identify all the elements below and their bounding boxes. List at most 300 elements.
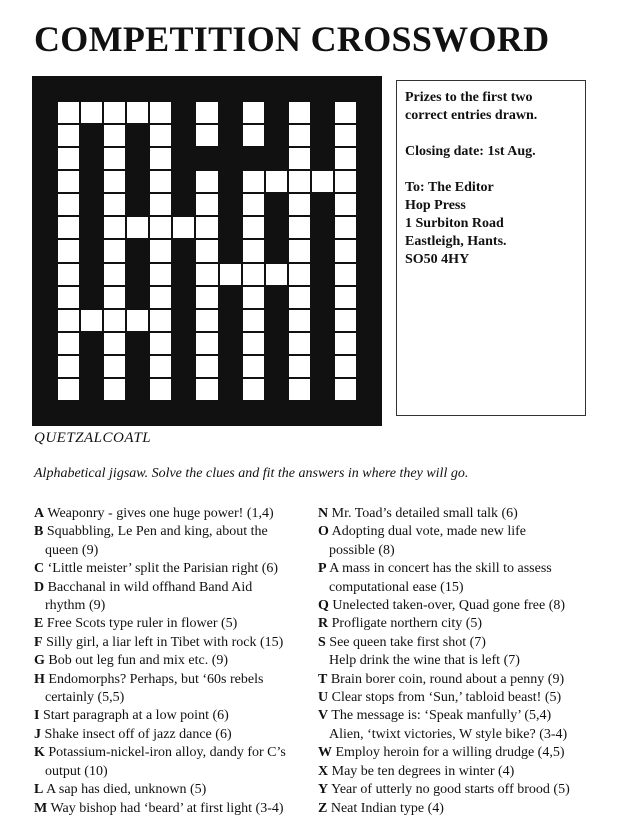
- clue-r: [318, 615, 618, 633]
- black-square: [358, 310, 379, 331]
- clue-g: [34, 652, 314, 670]
- black-square: [358, 217, 379, 238]
- clue-v: [318, 707, 618, 744]
- white-square[interactable]: [243, 310, 264, 331]
- clue-text: computational ease (15): [329, 579, 464, 595]
- clue-letter: H: [34, 671, 45, 687]
- clue-letter: W: [318, 745, 332, 761]
- white-square[interactable]: [58, 310, 79, 331]
- white-square[interactable]: [335, 125, 356, 146]
- black-square: [81, 217, 102, 238]
- clue-letter: P: [318, 561, 327, 577]
- black-square: [220, 102, 241, 123]
- clue-letter: L: [34, 782, 44, 798]
- black-square: [127, 171, 148, 192]
- black-square: [220, 171, 241, 192]
- white-square[interactable]: [196, 102, 217, 123]
- clues-column-right: [318, 505, 618, 818]
- clue-letter: V: [318, 708, 329, 724]
- clue-q: [318, 597, 618, 615]
- white-square[interactable]: [289, 125, 310, 146]
- clue-letter: X: [318, 763, 329, 779]
- white-square[interactable]: [58, 379, 79, 400]
- black-square: [127, 264, 148, 285]
- clue-text: Year of utterly no good starts off brood (5): [331, 782, 570, 798]
- clue-letter: B: [34, 524, 44, 540]
- black-square: [358, 356, 379, 377]
- white-square[interactable]: [104, 171, 125, 192]
- black-square: [289, 79, 310, 100]
- black-square: [266, 287, 287, 308]
- white-square[interactable]: [104, 264, 125, 285]
- white-square[interactable]: [335, 148, 356, 169]
- black-square: [81, 264, 102, 285]
- clue-letter: S: [318, 634, 326, 650]
- black-square: [312, 379, 333, 400]
- black-square: [335, 79, 356, 100]
- clues-column-left: [34, 505, 314, 818]
- white-square[interactable]: [335, 102, 356, 123]
- white-square[interactable]: [266, 264, 287, 285]
- white-square[interactable]: [104, 333, 125, 354]
- black-square: [220, 287, 241, 308]
- white-square[interactable]: [150, 125, 171, 146]
- clue-text: Unelected taken-over, Quad gone free (8): [332, 598, 566, 614]
- black-square: [127, 148, 148, 169]
- black-square: [35, 356, 56, 377]
- clue-letter: A: [34, 506, 45, 521]
- white-square[interactable]: [104, 310, 125, 331]
- black-square: [266, 194, 287, 215]
- clue-letter: K: [34, 745, 45, 761]
- black-square: [81, 125, 102, 146]
- clue-n: [318, 505, 618, 523]
- clue-o: [318, 523, 618, 560]
- black-square: [127, 333, 148, 354]
- white-square[interactable]: [196, 171, 217, 192]
- black-square: [173, 194, 194, 215]
- white-square[interactable]: [335, 264, 356, 285]
- clue-text: ‘Little meister’ split the Parisian right (6): [47, 561, 279, 577]
- black-square: [220, 240, 241, 261]
- white-square[interactable]: [220, 264, 241, 285]
- black-square: [312, 264, 333, 285]
- black-square: [35, 287, 56, 308]
- white-square[interactable]: [104, 148, 125, 169]
- white-square[interactable]: [58, 240, 79, 261]
- black-square: [312, 356, 333, 377]
- clue-letter: N: [318, 506, 329, 521]
- black-square: [104, 79, 125, 100]
- white-square[interactable]: [289, 379, 310, 400]
- white-square[interactable]: [196, 333, 217, 354]
- black-square: [243, 79, 264, 100]
- clue-u: [318, 689, 618, 707]
- clue-f: [34, 634, 314, 652]
- white-square[interactable]: [335, 240, 356, 261]
- black-square: [220, 310, 241, 331]
- black-square: [81, 194, 102, 215]
- white-square[interactable]: [243, 264, 264, 285]
- clue-text: Bacchanal in wild offhand Band Aid: [47, 579, 253, 595]
- white-square[interactable]: [104, 102, 125, 123]
- clue-letter: R: [318, 616, 329, 632]
- black-square: [81, 240, 102, 261]
- black-square: [266, 240, 287, 261]
- black-square: [358, 240, 379, 261]
- black-square: [312, 102, 333, 123]
- setter-name: QUETZALCOATL: [34, 430, 152, 446]
- clue-text: May be ten degrees in winter (4): [331, 763, 515, 779]
- white-square[interactable]: [58, 125, 79, 146]
- black-square: [58, 79, 79, 100]
- black-square: [312, 125, 333, 146]
- black-square: [358, 171, 379, 192]
- black-square: [81, 148, 102, 169]
- white-square[interactable]: [289, 148, 310, 169]
- black-square: [173, 102, 194, 123]
- clue-p: [318, 560, 618, 597]
- black-square: [58, 402, 79, 423]
- white-square[interactable]: [289, 102, 310, 123]
- white-square[interactable]: [58, 217, 79, 238]
- black-square: [173, 125, 194, 146]
- black-square: [312, 194, 333, 215]
- white-square[interactable]: [196, 287, 217, 308]
- white-square[interactable]: [335, 217, 356, 238]
- white-square[interactable]: [289, 194, 310, 215]
- clue-h: [34, 671, 314, 708]
- white-square[interactable]: [81, 102, 102, 123]
- black-square: [127, 287, 148, 308]
- black-square: [150, 402, 171, 423]
- black-square: [266, 148, 287, 169]
- black-square: [35, 379, 56, 400]
- info-box: [396, 80, 586, 416]
- white-square[interactable]: [335, 379, 356, 400]
- black-square: [173, 310, 194, 331]
- black-square: [81, 402, 102, 423]
- black-square: [220, 148, 241, 169]
- black-square: [312, 240, 333, 261]
- black-square: [220, 125, 241, 146]
- address-line: To: The Editor: [405, 180, 494, 195]
- black-square: [35, 171, 56, 192]
- clue-w: [318, 744, 618, 762]
- white-square[interactable]: [196, 310, 217, 331]
- black-square: [220, 333, 241, 354]
- clue-text: See queen take first shot (7): [329, 634, 486, 650]
- black-square: [266, 379, 287, 400]
- black-square: [358, 125, 379, 146]
- white-square[interactable]: [58, 102, 79, 123]
- white-square[interactable]: [104, 217, 125, 238]
- black-square: [81, 171, 102, 192]
- white-square[interactable]: [243, 102, 264, 123]
- clue-letter: Z: [318, 800, 328, 816]
- clue-text: Free Scots type ruler in flower (5): [46, 616, 238, 632]
- black-square: [173, 171, 194, 192]
- white-square[interactable]: [150, 102, 171, 123]
- white-square[interactable]: [196, 379, 217, 400]
- white-square[interactable]: [289, 217, 310, 238]
- black-square: [81, 379, 102, 400]
- clue-text: Help drink the wine that is left (7): [329, 653, 520, 669]
- white-square[interactable]: [58, 356, 79, 377]
- white-square[interactable]: [335, 287, 356, 308]
- clue-j: [34, 726, 314, 744]
- black-square: [173, 148, 194, 169]
- black-square: [173, 264, 194, 285]
- clue-text: output (10): [45, 763, 108, 779]
- black-square: [358, 379, 379, 400]
- black-square: [358, 148, 379, 169]
- clue-b: [34, 523, 314, 560]
- white-square[interactable]: [150, 264, 171, 285]
- white-square[interactable]: [104, 379, 125, 400]
- white-square[interactable]: [266, 171, 287, 192]
- white-square[interactable]: [104, 240, 125, 261]
- closing-date: Closing date: 1st Aug.: [405, 144, 536, 159]
- black-square: [150, 79, 171, 100]
- white-square[interactable]: [196, 194, 217, 215]
- white-square[interactable]: [196, 264, 217, 285]
- clue-text: Adopting dual vote, made new life: [331, 524, 527, 540]
- white-square[interactable]: [58, 333, 79, 354]
- white-square[interactable]: [58, 264, 79, 285]
- clue-text: Start paragraph at a low point (6): [42, 708, 229, 724]
- black-square: [358, 333, 379, 354]
- black-square: [312, 310, 333, 331]
- clue-letter: U: [318, 690, 329, 706]
- clue-text: rhythm (9): [45, 598, 106, 614]
- white-square[interactable]: [243, 333, 264, 354]
- white-square[interactable]: [196, 356, 217, 377]
- black-square: [127, 240, 148, 261]
- clue-text: A mass in concert has the skill to assess: [329, 561, 552, 577]
- white-square[interactable]: [335, 310, 356, 331]
- black-square: [35, 125, 56, 146]
- white-square[interactable]: [335, 356, 356, 377]
- clue-text: Employ heroin for a willing drudge (4,5): [335, 745, 565, 761]
- clue-letter: F: [34, 634, 43, 650]
- white-square[interactable]: [289, 333, 310, 354]
- black-square: [173, 356, 194, 377]
- clue-text: Shake insect off of jazz dance (6): [44, 726, 232, 742]
- black-square: [220, 402, 241, 423]
- black-square: [266, 102, 287, 123]
- white-square[interactable]: [104, 125, 125, 146]
- white-square[interactable]: [150, 310, 171, 331]
- white-square[interactable]: [335, 171, 356, 192]
- clue-letter: Q: [318, 598, 329, 614]
- address-line: SO50 4HY: [405, 252, 470, 267]
- clue-y: [318, 781, 618, 799]
- black-square: [35, 333, 56, 354]
- black-square: [127, 379, 148, 400]
- black-square: [358, 264, 379, 285]
- white-square[interactable]: [104, 194, 125, 215]
- clue-text: Profligate northern city (5): [331, 616, 483, 632]
- black-square: [35, 102, 56, 123]
- black-square: [266, 333, 287, 354]
- black-square: [266, 217, 287, 238]
- black-square: [358, 79, 379, 100]
- black-square: [35, 402, 56, 423]
- clue-text: queen (9): [45, 542, 99, 558]
- white-square[interactable]: [127, 102, 148, 123]
- clue-text: Neat Indian type (4): [330, 800, 444, 816]
- white-square[interactable]: [289, 171, 310, 192]
- clue-text: Endomorphs? Perhaps, but ‘60s rebels: [48, 671, 264, 687]
- clue-letter: T: [318, 671, 328, 687]
- black-square: [312, 148, 333, 169]
- black-square: [358, 287, 379, 308]
- clue-a: [34, 505, 314, 523]
- instructions: Alphabetical jigsaw. Solve the clues and fit the answers in where they will go.: [34, 466, 469, 481]
- black-square: [220, 217, 241, 238]
- black-square: [243, 402, 264, 423]
- black-square: [312, 333, 333, 354]
- white-square[interactable]: [196, 217, 217, 238]
- white-square[interactable]: [58, 287, 79, 308]
- black-square: [104, 402, 125, 423]
- clue-m: [34, 800, 314, 818]
- black-square: [289, 402, 310, 423]
- white-square[interactable]: [150, 171, 171, 192]
- clue-letter: E: [34, 616, 44, 632]
- clue-l: [34, 781, 314, 799]
- white-square[interactable]: [127, 217, 148, 238]
- clue-text: Bob out leg fun and mix etc. (9): [48, 653, 229, 669]
- white-square[interactable]: [289, 240, 310, 261]
- white-square[interactable]: [243, 171, 264, 192]
- black-square: [220, 194, 241, 215]
- clue-letter: D: [34, 579, 45, 595]
- black-square: [127, 125, 148, 146]
- black-square: [173, 402, 194, 423]
- clue-text: Way bishop had ‘beard’ at first light (3-4): [50, 800, 284, 816]
- black-square: [173, 379, 194, 400]
- white-square[interactable]: [150, 194, 171, 215]
- white-square[interactable]: [289, 356, 310, 377]
- black-square: [312, 79, 333, 100]
- white-square[interactable]: [243, 194, 264, 215]
- clue-text: Potassium-nickel-iron alloy, dandy for C’s: [48, 745, 286, 761]
- black-square: [35, 310, 56, 331]
- white-square[interactable]: [196, 240, 217, 261]
- white-square[interactable]: [196, 125, 217, 146]
- white-square[interactable]: [243, 287, 264, 308]
- black-square: [266, 310, 287, 331]
- white-square[interactable]: [150, 240, 171, 261]
- white-square[interactable]: [289, 264, 310, 285]
- white-square[interactable]: [335, 194, 356, 215]
- white-square[interactable]: [58, 148, 79, 169]
- white-square[interactable]: [58, 194, 79, 215]
- white-square[interactable]: [150, 379, 171, 400]
- white-square[interactable]: [127, 310, 148, 331]
- black-square: [358, 102, 379, 123]
- white-square[interactable]: [173, 217, 194, 238]
- address-block: [405, 179, 577, 269]
- white-square[interactable]: [150, 356, 171, 377]
- white-square[interactable]: [289, 287, 310, 308]
- black-square: [220, 79, 241, 100]
- black-square: [266, 79, 287, 100]
- white-square[interactable]: [243, 217, 264, 238]
- white-square[interactable]: [243, 356, 264, 377]
- crossword-grid[interactable]: [32, 76, 382, 426]
- clue-x: [318, 763, 618, 781]
- black-square: [220, 356, 241, 377]
- white-square[interactable]: [335, 333, 356, 354]
- white-square[interactable]: [58, 171, 79, 192]
- black-square: [243, 148, 264, 169]
- black-square: [196, 402, 217, 423]
- black-square: [312, 217, 333, 238]
- clue-k: [34, 744, 314, 781]
- black-square: [81, 287, 102, 308]
- white-square[interactable]: [104, 356, 125, 377]
- white-square[interactable]: [150, 217, 171, 238]
- black-square: [35, 148, 56, 169]
- black-square: [35, 217, 56, 238]
- clue-text: Brain borer coin, round about a penny (9): [330, 671, 565, 687]
- black-square: [173, 79, 194, 100]
- clue-t: [318, 671, 618, 689]
- clue-text: Squabbling, Le Pen and king, about the: [46, 524, 268, 540]
- clue-text: Mr. Toad’s detailed small talk (6): [331, 506, 518, 521]
- white-square[interactable]: [81, 310, 102, 331]
- black-square: [127, 356, 148, 377]
- black-square: [358, 194, 379, 215]
- clue-letter: O: [318, 524, 329, 540]
- white-square[interactable]: [150, 333, 171, 354]
- black-square: [312, 287, 333, 308]
- white-square[interactable]: [150, 148, 171, 169]
- white-square[interactable]: [312, 171, 333, 192]
- black-square: [81, 333, 102, 354]
- clue-s: [318, 634, 618, 671]
- black-square: [173, 240, 194, 261]
- black-square: [81, 79, 102, 100]
- black-square: [220, 379, 241, 400]
- clue-text: A sap has died, unknown (5): [46, 782, 207, 798]
- white-square[interactable]: [243, 379, 264, 400]
- black-square: [35, 240, 56, 261]
- white-square[interactable]: [243, 125, 264, 146]
- address-line: Eastleigh, Hants.: [405, 234, 507, 249]
- black-square: [127, 79, 148, 100]
- black-square: [196, 148, 217, 169]
- black-square: [81, 356, 102, 377]
- clue-text: Silly girl, a liar left in Tibet with rock (15): [46, 634, 284, 650]
- white-square[interactable]: [243, 240, 264, 261]
- black-square: [173, 333, 194, 354]
- clue-text: The message is: ‘Speak manfully’ (5,4): [331, 708, 552, 724]
- clue-letter: M: [34, 800, 48, 816]
- clue-text: Alien, ‘twixt victories, W style bike? (3-4): [329, 726, 568, 742]
- white-square[interactable]: [150, 287, 171, 308]
- clue-text: Weaponry - gives one huge power! (1,4): [47, 506, 274, 521]
- white-square[interactable]: [104, 287, 125, 308]
- white-square[interactable]: [289, 310, 310, 331]
- black-square: [35, 264, 56, 285]
- clue-z: [318, 800, 618, 818]
- black-square: [266, 402, 287, 423]
- black-square: [196, 79, 217, 100]
